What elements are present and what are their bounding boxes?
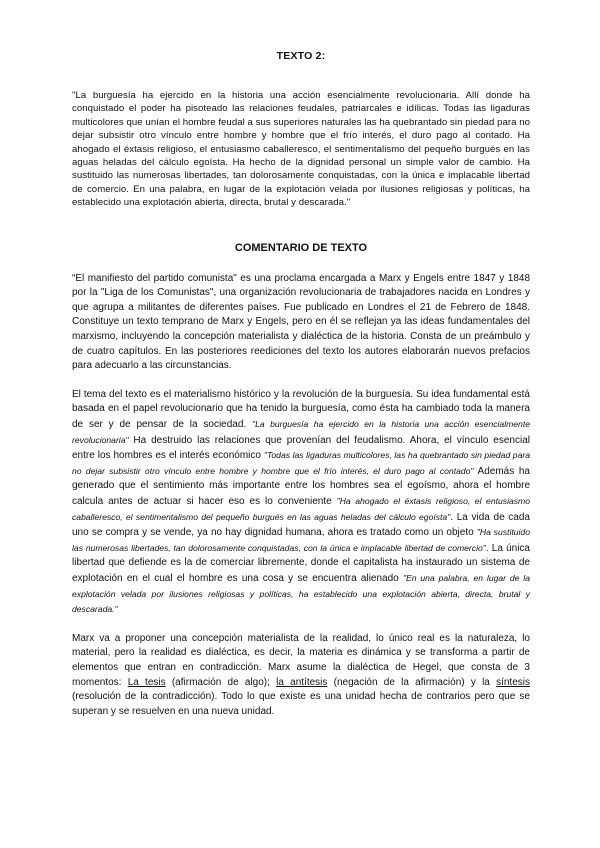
p2-text-d: . La vida de cada uno se compra y se vende, ya no hay dignidad humana, ahora es tratado como un objeto [72,511,530,539]
paragraph-3 [72,632,530,720]
p2-text-b: Ha destruido las relaciones que provenían del feudalismo. Ahora, el vínculo esencial entre los hombres es el interés económico [72,434,530,462]
term-antitesis: la antítesis [276,676,328,688]
p3-text-c: (negación de la afirmación) y la [327,676,497,688]
quoted-text: "La burguesía ha ejercido en la historia una acción esencialmente revolucionaria. Allí donde ha conquistado el poder ha pisoteado las relaciones feudales, patriarcales e idílicas. Todas las ligaduras multicolores que unían el hombre feudal a sus superiores naturales las ha quebrantado sin piedad para no dejar subsistir otro vínculo entre hombre y hombre que el frío interés, el duro pago al contado. Ha ahogado el éxtasis religioso, el entusiasmo caballeresco, el sentimentalismo del pequeño burgués en las aguas heladas del cálculo egoísta. Ha hecho de la dignidad personal un simple valor de cambio. Ha sustituido las numerosas libertades, tan dolorosamente conquistadas, con la única e implacable libertad de comercio. En una palabra, en lugar de la explotación velada por ilusiones religiosas y políticas, ha establecido una explotación abierta, directa, brutal y descarada." [72,90,530,209]
p3-text-d: (resolución de la contradicción). Todo lo que existe es una unidad hecha de contrarios pero que se superan y se resuelven en una nueva unidad. [72,691,530,717]
p2-quote-4: "Ha sustituido las numerosas libertades, tan dolorosamente conquistadas, con la única e implacable libertad de comercio" [72,527,530,553]
p3-text-b: (afirmación de algo); [165,676,277,688]
p2-text-e: . La única libertad que defiende es la de comerciar libremente, donde el capitalista ha instaurado un sistema de explotación en el cual el hombre es una cosa y se encuentra alienado [72,542,530,584]
term-sintesis: síntesis [496,676,530,688]
p2-quote-2: "Todas las ligaduras multicolores, las ha quebrantado sin piedad para no dejar subsistir otro vínculo entre hombre y hombre que el frío interés, el duro pago al contado" [72,450,531,476]
term-tesis: La tesis [127,676,166,688]
p2-quote-3: "Ha ahogado el éxtasis religioso, el entusiasmo caballeresco, el sentimentalismo del pequeño burgués en las aguas heladas del cálculo egoísta" [72,495,530,522]
p2-quote-1: "La burguesía ha ejercido en la historia una acción esencialmente revolucionaria" [72,419,530,445]
p2-quote-5: "En una palabra, en lugar de la explotación velada por ilusiones religiosas y políticas, ha establecido una explotación abierta, directa, brutal y descarada." [72,572,530,615]
paragraph-2 [72,388,530,618]
p2-text-a: El tema del texto es el materialismo histórico y la revolución de la burguesía. Su idea fundamental está basada en el papel revolucionario que ha tenido la burguesía, como ésta ha cambiado toda la manera de ser y de pensar de la sociedad. [72,388,530,430]
p3-text-a: Marx va a proponer una concepción materialista de la realidad, lo único real es la naturaleza, lo material, pero la realidad es dialéctica, es decir, la materia es dinámica y se transforma a partir de elementos que entran en contradicción. Marx asume la dialéctica de Hegel, que consta de 3 momentos: [72,632,530,688]
p2-text-c: Además ha generado que el sentimiento más importante entre los hombres sea el egoísmo, ahora el hombre calcula antes de actuar si hacer eso es lo conveniente [72,465,530,507]
paragraph-1: “El manifiesto del partido comunista" es una proclama encargada a Marx y Engels entre 1847 y 1848 por la "Liga de los Comunistas", una organización revolucionaria de trabajadores nacida en Londres y que agrupa a militantes de diferentes países. Fue publicado en Londres el 21 de Febrero de 1848. Constituye un texto temprano de Marx y Engels, pero en él se reflejan ya las ideas fundamentales del marxismo, incluyendo la concepción materialista y dialéctica de la historia. Consta de un preámbulo y de cuatro capítulos. En las posteriores reediciones del texto los autores elaborarán nuevos prefacios para adecuarlo a las circunstancias. [72,272,530,372]
commentary-title: COMENTARIO DE TEXTO [234,241,368,254]
text-title: TEXTO 2: [276,50,326,62]
